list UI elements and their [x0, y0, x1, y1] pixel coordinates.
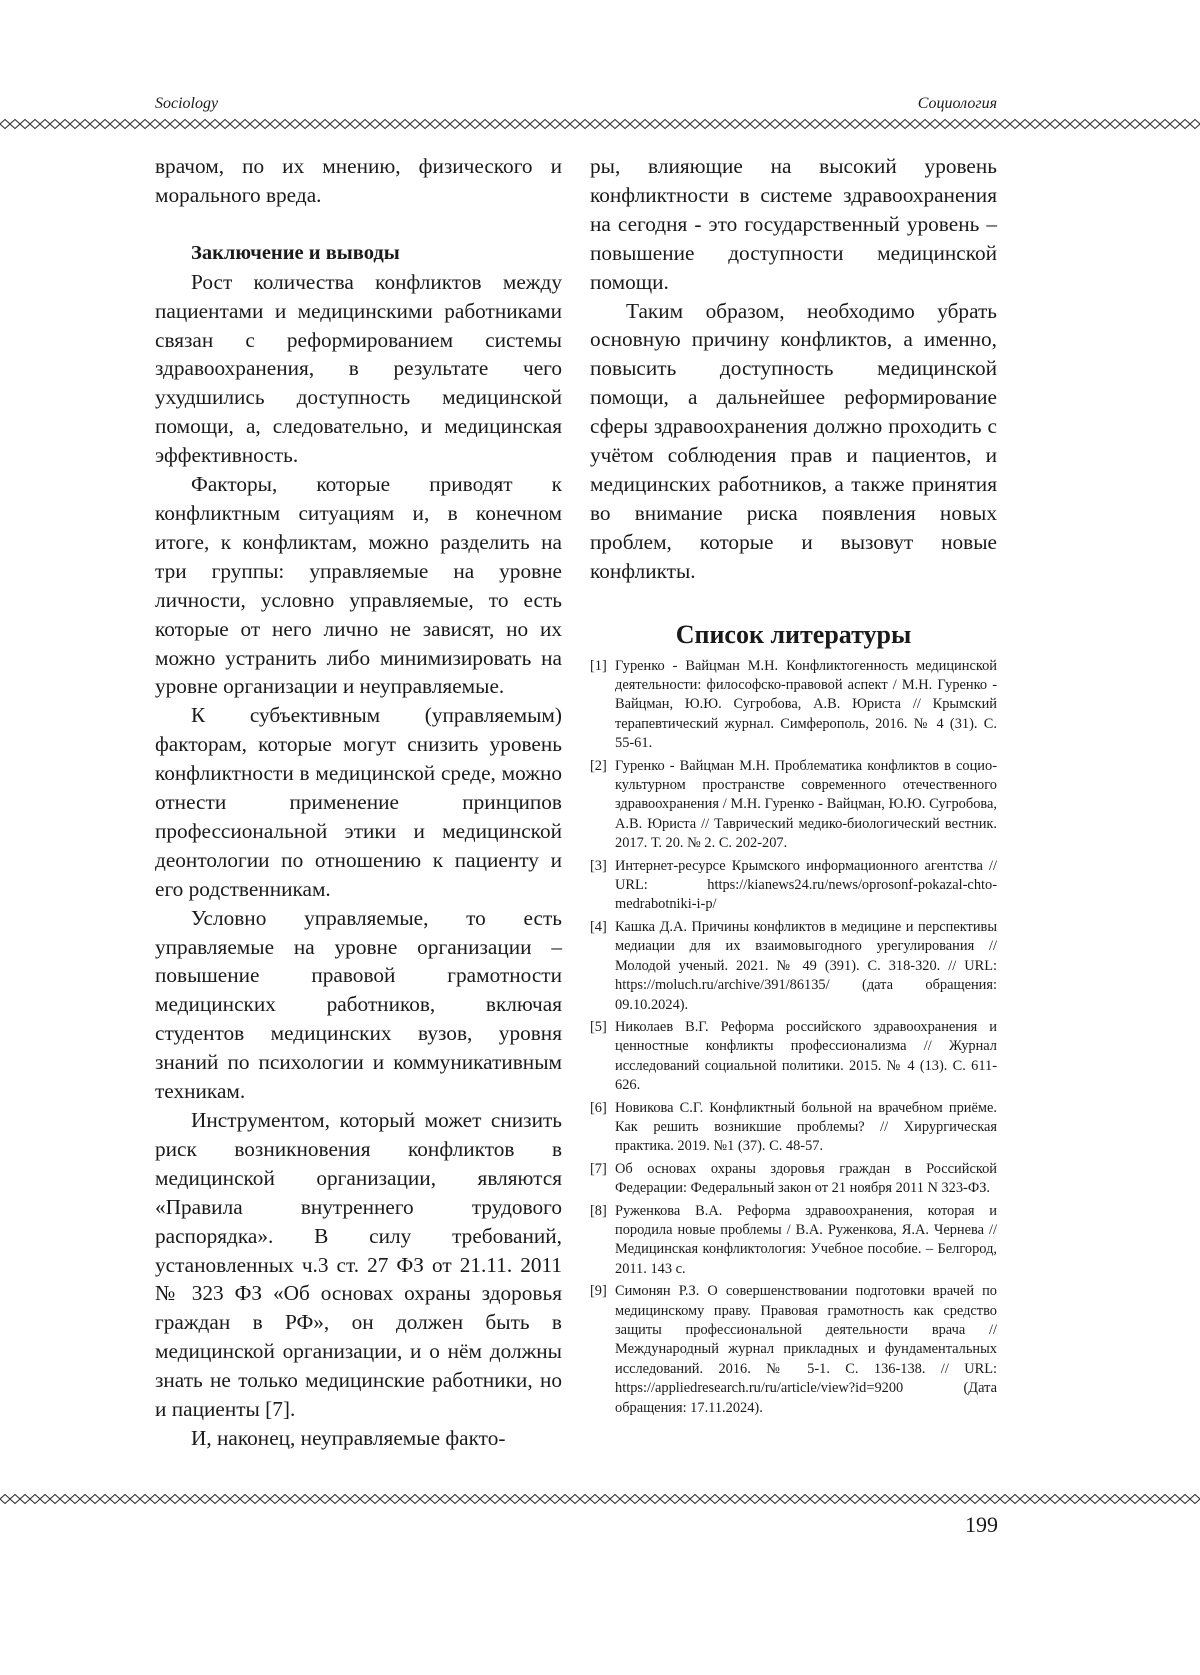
right-column	[590, 152, 997, 1421]
reference-item	[590, 1018, 997, 1096]
reference-number: [3]	[590, 857, 607, 874]
reference-text: Об основах охраны здоровья граждан в Российской Федерации: Федеральный закон от 21 ноября 2011 N 323-ФЗ.	[615, 1160, 997, 1197]
reference-number: [7]	[590, 1160, 607, 1177]
running-header	[155, 95, 997, 117]
reference-text: Новикова С.Г. Конфликтный больной на врачебном приёме. Как решить возникшие проблемы? // Хирургическая практика. 2019. №1 (37). С. 48-57.	[615, 1099, 997, 1155]
references-title: Список литературы	[675, 619, 912, 649]
reference-number: [2]	[590, 757, 607, 774]
body-paragraph: ры, влияющие на высокий уровень конфликтности в системе здравоохранения на сегодня - это государственный уровень – повышение доступности медицинской помощи.	[590, 154, 997, 294]
body-paragraph: Таким образом, необходимо убрать основную причину конфликтов, а именно, повысить доступность медицинской помощи, а дальнейшее реформирование сферы здравоохранения должно проходить с учётом соблюдения прав и пациентов, и медицинских работников, а также принятия во внимание риска появления новых проблем, которые и вызовут новые конфликты.	[590, 298, 997, 583]
reference-text: Руженкова В.А. Реформа здравоохранения, которая и породила новые проблемы / В.А. Руженкова, Я.А. Чернева // Медицинская конфликтология: Учебное пособие. – Белгород, 2011. 143 с.	[615, 1202, 997, 1277]
reference-text: Гуренко - Вайцман М.Н. Конфликтогенность медицинской деятельности: философско-правовой аспект / М.Н. Гуренко - Вайцман, Ю.Ю. Сугробова, А.В. Юриста // Крымский терапевтический журнал. Симферополь, 2016. № 4 (31). С. 55-61.	[615, 657, 997, 752]
references-list	[590, 657, 997, 1418]
reference-item	[590, 657, 997, 754]
reference-number: [6]	[590, 1099, 607, 1116]
reference-item	[590, 857, 997, 915]
reference-text: Кашка Д.А. Причины конфликтов в медицине и перспективы медиации для их взаимовыгодного урегулирования // Молодой ученый. 2021. № 49 (391). С. 318-320. // URL: https://moluch.ru/archive/391/86135/ (дата обращения: 09.10.2024).	[615, 918, 997, 1013]
reference-number: [1]	[590, 657, 607, 674]
header-journal-section-en: Sociology	[155, 95, 219, 112]
header-journal-section-ru: Социология	[917, 95, 997, 112]
reference-item	[590, 918, 997, 1015]
bottom-ornament-divider	[0, 1493, 1200, 1505]
reference-number: [5]	[590, 1018, 607, 1035]
reference-item	[590, 1099, 997, 1157]
body-paragraph: И, наконец, неуправляемые факто-	[191, 1425, 506, 1450]
left-column	[155, 152, 562, 1453]
reference-text: Гуренко - Вайцман М.Н. Проблематика конфликтов в социо-культурном пространстве современного отечественного здравоохранения / М.Н. Гуренко - Вайцман, Ю.Ю. Сугробова, А.В. Юриста // Таврический медико-биологический вестник. 2017. Т. 20. № 2. С. 202-207.	[615, 757, 997, 852]
body-paragraph: К субъективным (управляемым) факторам, которые могут снизить уровень конфликтности в медицинской среде, можно отнести применение принципов профессиональной этики и медицинской деонтологии по отношению к пациенту и его родственникам.	[155, 703, 562, 901]
body-paragraph: Инструментом, который может снизить риск возникновения конфликтов в медицинской организации, являются «Правила внутреннего трудового распорядка». В силу требований, установленных ч.3 ст. 27 ФЗ от 21.11. 2011 № 323 ФЗ «Об основах охраны здоровья граждан в РФ», он должен быть в медицинской организации, и о нём должны знать не только медицинские работники, но и пациенты [7].	[155, 1108, 562, 1422]
reference-text: Симонян Р.З. О совершенствовании подготовки врачей по медицинскому праву. Правовая грамотность как средство защиты профессиональной деятельности врача // Международный журнал прикладных и фундаментальных исследований. 2016. № 5-1. С. 136-138. // URL: https://appliedresearch.ru/ru/article/view?id=9200 (Дата обращения: 17.11.2024).	[615, 1283, 997, 1416]
body-paragraph: Условно управляемые, то есть управляемые на уровне организации – повышение правовой грамотности медицинских работников, включая студентов медицинских вузов, уровня знаний по психологии и коммуникативным техникам.	[155, 905, 562, 1104]
reference-item	[590, 1160, 997, 1199]
body-paragraph: Факторы, которые приводят к конфликтным ситуациям и, в конечном итоге, к конфликтам, можно разделить на три группы: управляемые на уровне личности, условно управляемые, то есть которые от него лично не зависят, но их можно устранить либо минимизировать на уровне организации и неуправляемые.	[155, 472, 562, 699]
reference-number: [9]	[590, 1283, 607, 1300]
top-ornament-divider	[0, 118, 1200, 130]
reference-item	[590, 1282, 997, 1418]
body-paragraph: Рост количества конфликтов между пациентами и медицинскими работниками связан с реформированием системы здравоохранения, в результате чего ухудшились доступность медицинской помощи, а, следовательно, и медицинская эффективность.	[155, 269, 562, 468]
reference-text: Интернет-ресурсе Крымского информационного агентства // URL: https://kianews24.ru/news/oprosonf-pokazal-chto-medrabotniki-i-p/	[615, 857, 997, 913]
section-heading: Заключение и выводы	[191, 241, 400, 264]
reference-text: Николаев В.Г. Реформа российского здравоохранения и ценностные конфликты профессионализма // Журнал исследований социальной политики. 2015. № 4 (13). С. 611-626.	[615, 1018, 997, 1094]
body-paragraph: врачом, по их мнению, физического и морального вреда.	[155, 154, 562, 207]
page-number: 199	[965, 1512, 998, 1537]
reference-number: [4]	[590, 918, 607, 935]
reference-item	[590, 757, 997, 854]
reference-number: [8]	[590, 1202, 607, 1219]
reference-item	[590, 1202, 997, 1280]
